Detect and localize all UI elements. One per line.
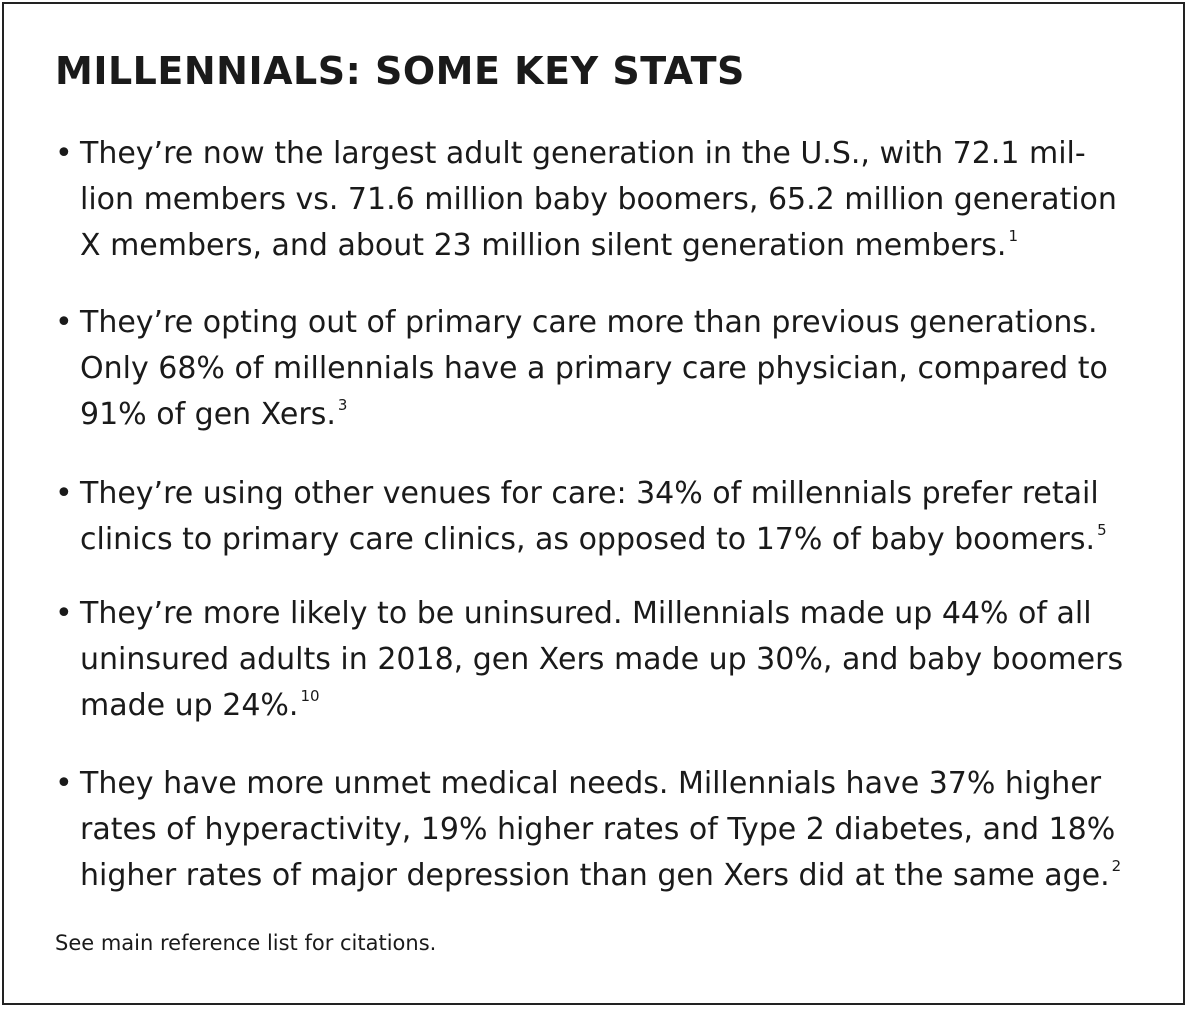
stat-line: lion members vs. 71.6 million baby boomers, 65.2 million generation xyxy=(80,182,1117,217)
stat-item-primary-care xyxy=(55,300,1145,438)
bullet-icon: • xyxy=(55,596,73,631)
stat-item-uninsured xyxy=(55,591,1145,729)
stat-line-last xyxy=(80,223,1145,269)
bullet-icon: • xyxy=(55,305,73,340)
stat-line: They’re opting out of primary care more than previous generations. xyxy=(80,305,1098,340)
stat-line-text: made up 24%. xyxy=(80,688,299,723)
stat-line-text: 91% of gen Xers. xyxy=(80,397,336,432)
stat-text xyxy=(80,471,1145,563)
stat-line-text: clinics to primary care clinics, as opposed to 17% of baby boomers. xyxy=(80,522,1096,557)
stat-item-other-venues xyxy=(55,471,1145,563)
stat-line: They’re using other venues for care: 34% of millennials prefer retail xyxy=(80,476,1099,511)
citation-ref: 5 xyxy=(1097,521,1107,539)
citation-ref: 10 xyxy=(300,687,320,705)
stat-line-last xyxy=(80,392,1145,438)
stat-line: They’re now the largest adult generation in the U.S., with 72.1 mil- xyxy=(80,136,1086,171)
citation-ref: 1 xyxy=(1008,227,1018,245)
citation-note: See main reference list for citations. xyxy=(55,931,437,955)
stat-item-largest-generation xyxy=(55,131,1145,269)
stat-line-last xyxy=(80,683,1145,729)
bullet-icon: • xyxy=(55,476,73,511)
stat-line: They have more unmet medical needs. Millennials have 37% higher xyxy=(80,766,1102,801)
bullet-icon: • xyxy=(55,136,73,171)
stat-line: uninsured adults in 2018, gen Xers made up 30%, and baby boomers xyxy=(80,642,1124,677)
bullet-icon: • xyxy=(55,766,73,801)
stat-text xyxy=(80,131,1145,269)
stat-line-last xyxy=(80,853,1145,899)
stat-text xyxy=(80,761,1145,899)
stat-text xyxy=(80,591,1145,729)
box-title: MILLENNIALS: SOME KEY STATS xyxy=(55,49,745,93)
stat-line: Only 68% of millennials have a primary care physician, compared to xyxy=(80,351,1108,386)
stat-line: rates of hyperactivity, 19% higher rates of Type 2 diabetes, and 18% xyxy=(80,812,1116,847)
stat-item-unmet-needs xyxy=(55,761,1145,899)
stat-line: They’re more likely to be uninsured. Millennials made up 44% of all xyxy=(80,596,1092,631)
stat-line-text: X members, and about 23 million silent generation members. xyxy=(80,228,1007,263)
citation-ref: 2 xyxy=(1111,857,1122,875)
stat-text xyxy=(80,300,1145,438)
stat-line-last xyxy=(80,517,1145,563)
citation-ref: 3 xyxy=(337,396,348,414)
stat-line-text: higher rates of major depression than gen Xers did at the same age. xyxy=(80,858,1110,893)
